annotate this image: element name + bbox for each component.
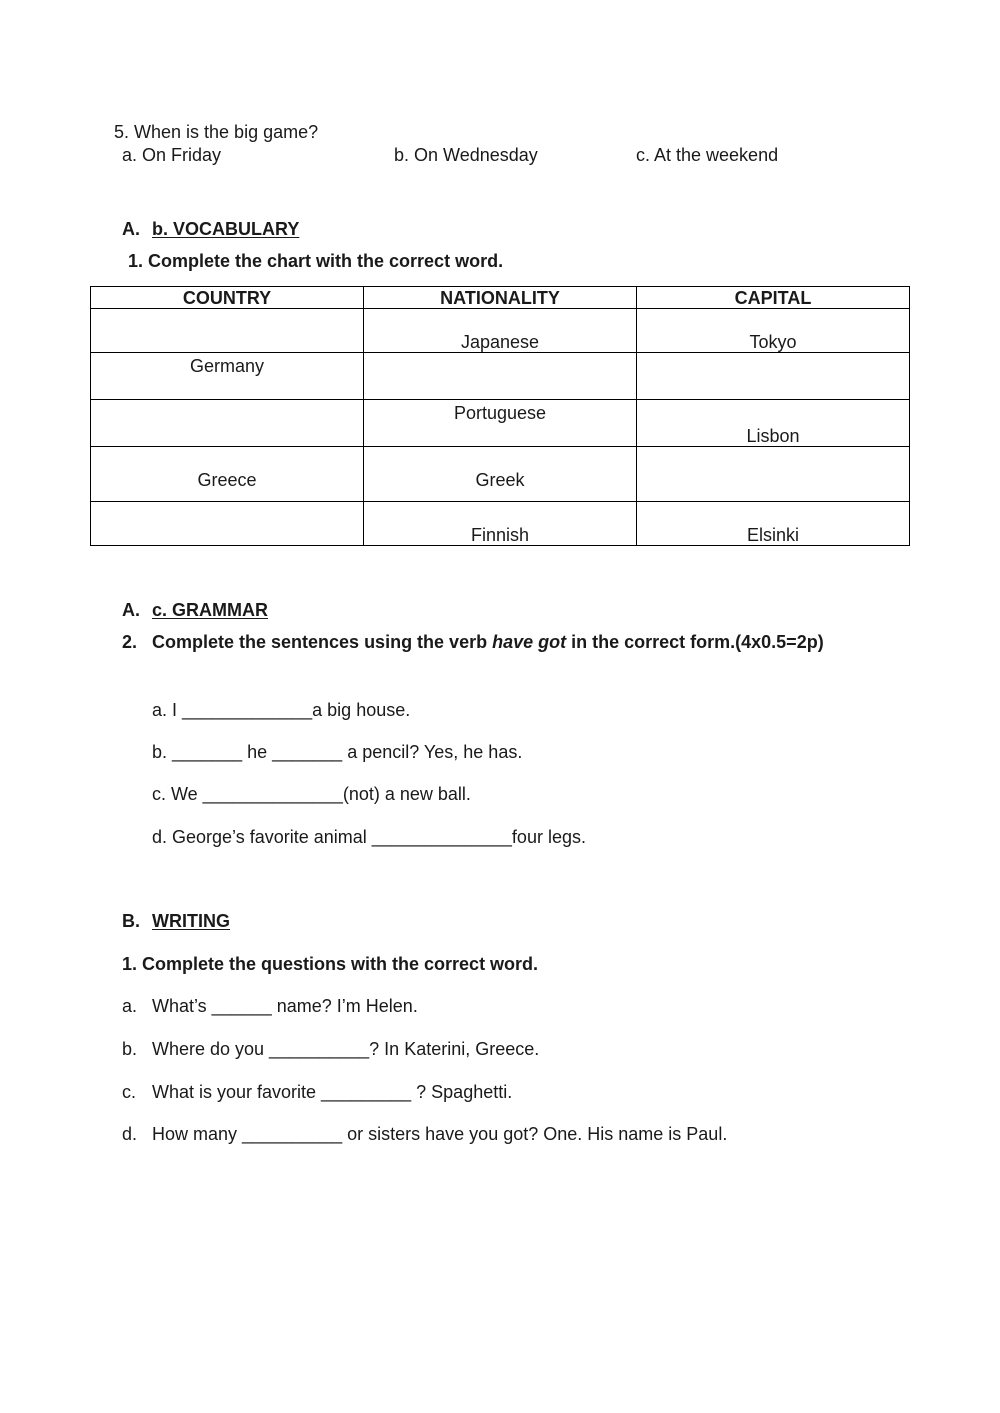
writing-question-letter: a. — [122, 996, 138, 1016]
cell-nationality: Japanese — [364, 309, 637, 353]
option-b: b. On Wednesday — [394, 145, 538, 165]
grammar-sentence-b: b. _______ he _______ a pencil? Yes, he has. — [152, 742, 523, 762]
writing-instruction: 1. Complete the questions with the correct word. — [122, 954, 539, 974]
cell-nationality: Portuguese — [364, 400, 637, 447]
writing-question-b: Where do you __________? In Katerini, Greece. — [152, 1039, 540, 1059]
writing-question-a: What’s ______ name? I’m Helen. — [152, 996, 418, 1016]
grammar-instruction-pre: Complete the sentences using the verb — [152, 632, 493, 652]
cell-capital: Lisbon — [637, 400, 910, 447]
header-capital: CAPITAL — [637, 287, 910, 309]
cell-country — [91, 502, 364, 546]
grammar-section-prefix: A. — [122, 600, 140, 620]
table-row — [91, 502, 910, 546]
cell-nationality: Finnish — [364, 502, 637, 546]
grammar-instruction — [152, 633, 824, 651]
cell-capital: Elsinki — [637, 502, 910, 546]
writing-section-title: WRITING — [152, 911, 230, 931]
header-country: COUNTRY — [91, 287, 364, 309]
question-5: 5. When is the big game? — [114, 122, 319, 142]
grammar-instruction-verb: have got — [492, 632, 567, 652]
cell-country — [91, 309, 364, 353]
cell-nationality: Greek — [364, 447, 637, 502]
grammar-section-title: c. GRAMMAR — [152, 600, 268, 620]
table-row — [91, 353, 910, 400]
grammar-instruction-number: 2. — [122, 632, 138, 652]
option-c: c. At the weekend — [636, 145, 779, 165]
vocab-section-title: b. VOCABULARY — [152, 219, 300, 239]
table-row — [91, 400, 910, 447]
table-row — [91, 447, 910, 502]
writing-section-prefix: B. — [122, 911, 140, 931]
writing-question-letter: d. — [122, 1124, 138, 1144]
cell-country — [91, 400, 364, 447]
writing-question-letter: b. — [122, 1039, 138, 1059]
cell-capital: Tokyo — [637, 309, 910, 353]
writing-question-letter: c. — [122, 1082, 137, 1102]
grammar-instruction-post: in the correct form.(4x0.5=2p) — [566, 632, 824, 652]
grammar-sentence-a: a. I _____________a big house. — [152, 700, 411, 720]
header-nationality: NATIONALITY — [364, 287, 637, 309]
grammar-sentence-d: d. George’s favorite animal ______________four legs. — [152, 827, 586, 847]
table-row — [91, 309, 910, 353]
cell-nationality — [364, 353, 637, 400]
vocabulary-chart — [90, 286, 910, 546]
chart-header-row — [91, 287, 910, 309]
vocab-section-prefix: A. — [122, 219, 140, 239]
option-a: a. On Friday — [122, 145, 222, 165]
writing-question-d: How many __________ or sisters have you got? One. His name is Paul. — [152, 1124, 728, 1144]
cell-country: Greece — [91, 447, 364, 502]
vocab-instruction: 1. Complete the chart with the correct word. — [128, 251, 504, 271]
grammar-sentence-c: c. We ______________(not) a new ball. — [152, 784, 471, 804]
cell-capital — [637, 447, 910, 502]
cell-country: Germany — [91, 353, 364, 400]
writing-question-c: What is your favorite _________ ? Spaghetti. — [152, 1082, 513, 1102]
cell-capital — [637, 353, 910, 400]
